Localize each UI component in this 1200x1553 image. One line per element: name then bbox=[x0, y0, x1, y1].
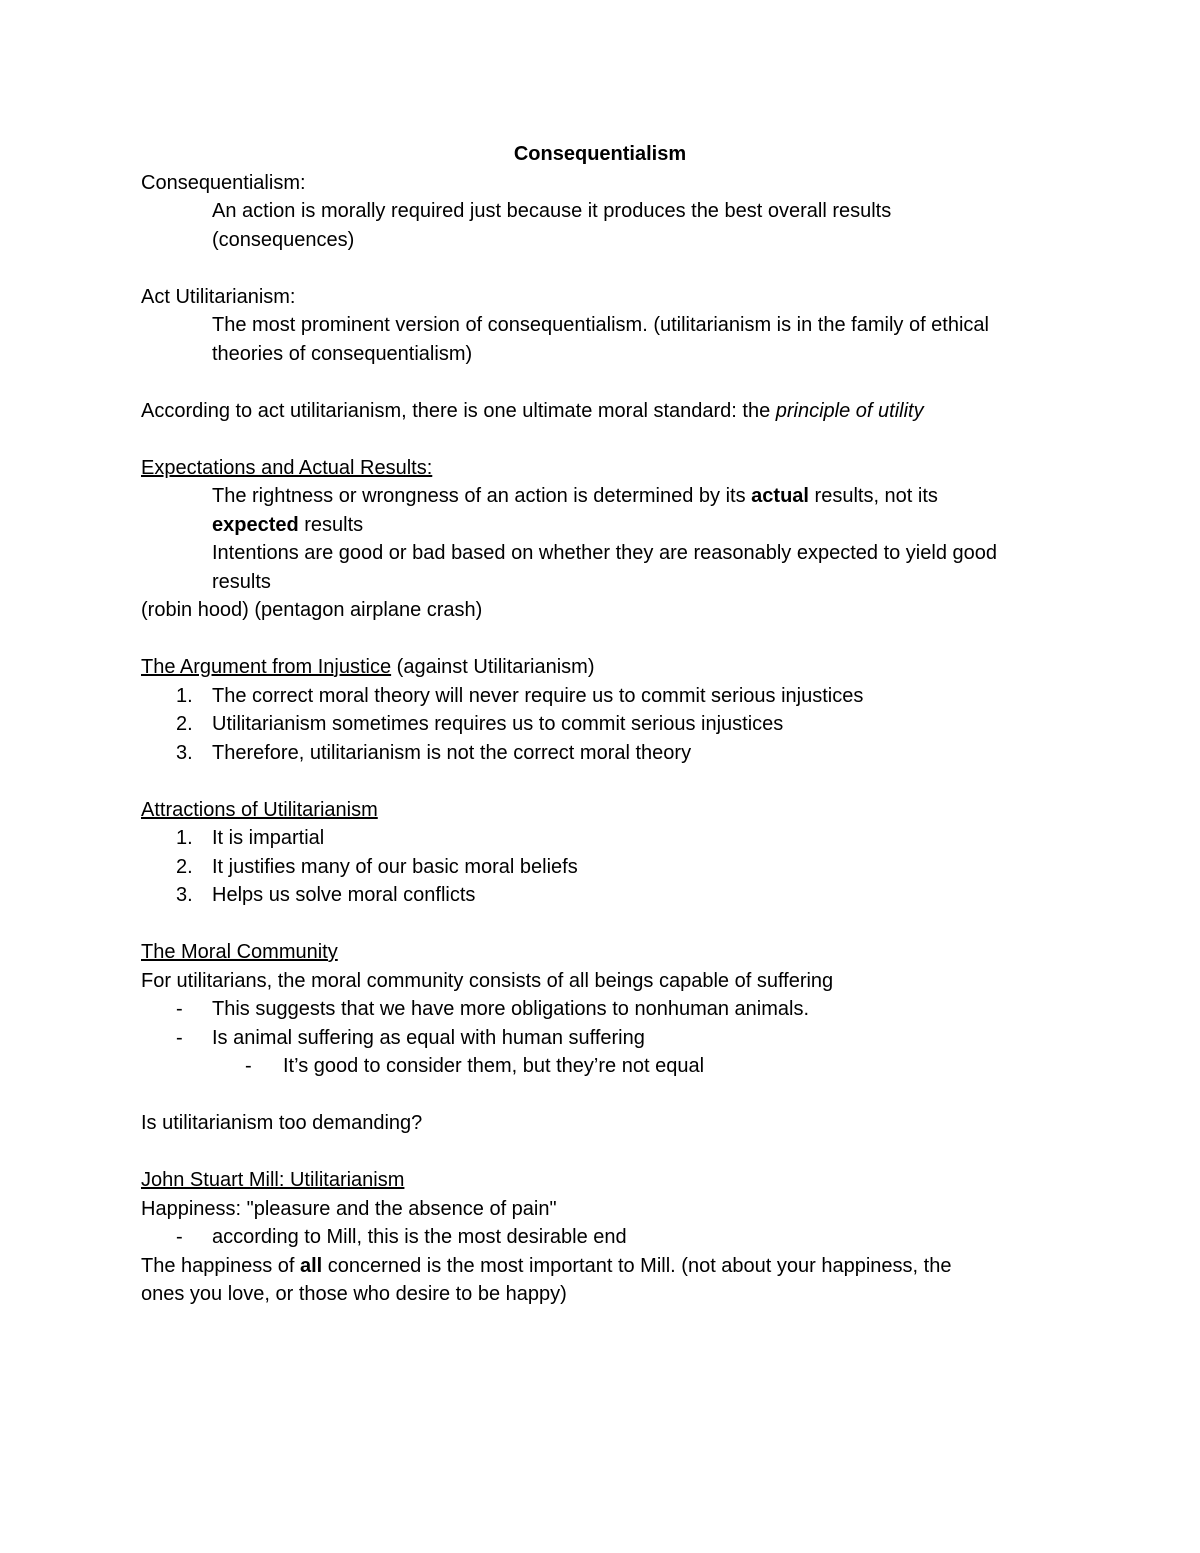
list-marker: 2. bbox=[176, 713, 193, 735]
list-marker: 3. bbox=[176, 884, 193, 906]
principle-of-utility-emphasis: principle of utility bbox=[775, 399, 924, 422]
consequentialism-heading: Consequentialism: bbox=[141, 171, 306, 194]
rightness-line-2 bbox=[141, 511, 1071, 540]
rightness-line-1 bbox=[141, 482, 1071, 511]
spacer bbox=[141, 767, 1071, 796]
list-item-text: It is impartial bbox=[212, 827, 325, 849]
principle-of-utility-sentence bbox=[141, 397, 1071, 426]
mill-text-b: concerned is the most important to Mill. (not about your happiness, the bbox=[322, 1254, 952, 1277]
intentions-line-2: results bbox=[212, 570, 271, 593]
list-item bbox=[141, 682, 1071, 711]
list-item bbox=[141, 739, 1071, 768]
list-item bbox=[141, 710, 1071, 739]
expected-bold: expected bbox=[212, 513, 299, 536]
expected-tail: results bbox=[298, 513, 364, 536]
list-item-text: It justifies many of our basic moral beliefs bbox=[212, 855, 578, 878]
list-item bbox=[141, 1024, 1071, 1053]
document-body bbox=[141, 140, 1071, 1309]
spacer bbox=[141, 425, 1071, 454]
rightness-tail: results, not its bbox=[808, 485, 938, 507]
title-row bbox=[141, 140, 1071, 169]
list-item bbox=[141, 881, 1071, 910]
list-marker: - bbox=[245, 1055, 252, 1077]
list-item bbox=[141, 995, 1071, 1024]
moral-community-intro: For utilitarians, the moral community consists of all beings capable of suffering bbox=[141, 969, 834, 992]
document-title: Consequentialism bbox=[513, 143, 687, 165]
injustice-heading: The Argument from Injustice bbox=[141, 656, 392, 678]
moral-community-heading: The Moral Community bbox=[141, 941, 338, 963]
list-marker: - bbox=[176, 1026, 183, 1049]
list-marker: 2. bbox=[176, 855, 193, 878]
list-marker: 3. bbox=[176, 741, 193, 764]
list-marker: - bbox=[176, 1226, 183, 1248]
injustice-heading-tail: (against Utilitarianism) bbox=[391, 656, 595, 678]
act-utilitarianism-heading: Act Utilitarianism: bbox=[141, 285, 296, 308]
list-item-text: Helps us solve moral conflicts bbox=[212, 884, 476, 906]
list-item bbox=[141, 853, 1071, 882]
consequentialism-definition-line-2: (consequences) bbox=[212, 228, 355, 251]
act-utilitarianism-definition-line-2: theories of consequentialism) bbox=[212, 342, 473, 365]
actual-bold: actual bbox=[751, 485, 809, 507]
attractions-heading: Attractions of Utilitarianism bbox=[141, 798, 378, 821]
examples-line: (robin hood) (pentagon airplane crash) bbox=[141, 599, 483, 621]
list-item-text: The correct moral theory will never require us to commit serious injustices bbox=[212, 684, 864, 707]
list-item-text: It’s good to consider them, but they’re not equal bbox=[283, 1055, 705, 1077]
act-utilitarianism-definition-line-1: The most prominent version of consequentialism. (utilitarianism is in the family of ethical bbox=[212, 314, 989, 336]
spacer bbox=[141, 368, 1071, 397]
spacer bbox=[141, 1138, 1071, 1167]
principle-sentence-text: According to act utilitarianism, there is one ultimate moral standard: the bbox=[141, 399, 776, 422]
list-item bbox=[141, 1223, 1071, 1252]
list-item-text: according to Mill, this is the most desirable end bbox=[212, 1226, 627, 1248]
mill-happiness-line-1 bbox=[141, 1252, 1071, 1281]
list-item-text: Therefore, utilitarianism is not the correct moral theory bbox=[212, 741, 692, 764]
list-marker: 1. bbox=[176, 827, 193, 849]
sub-list-item bbox=[141, 1052, 1071, 1081]
happiness-definition: Happiness: "pleasure and the absence of pain" bbox=[141, 1197, 557, 1220]
rightness-text: The rightness or wrongness of an action is determined by its bbox=[212, 485, 752, 507]
demanding-question: Is utilitarianism too demanding? bbox=[141, 1112, 423, 1134]
consequentialism-definition-line-1: An action is morally required just because it produces the best overall results bbox=[212, 200, 892, 222]
list-item-text: This suggests that we have more obligations to nonhuman animals. bbox=[212, 998, 810, 1020]
spacer bbox=[141, 254, 1071, 283]
mill-heading: John Stuart Mill: Utilitarianism bbox=[141, 1169, 405, 1191]
list-item bbox=[141, 824, 1071, 853]
list-marker: 1. bbox=[176, 684, 193, 707]
intentions-line-1: Intentions are good or bad based on whether they are reasonably expected to yield good bbox=[212, 542, 997, 564]
list-marker: - bbox=[176, 998, 183, 1020]
injustice-heading-line bbox=[141, 653, 1071, 682]
spacer bbox=[141, 910, 1071, 939]
spacer bbox=[141, 625, 1071, 654]
all-bold: all bbox=[300, 1254, 323, 1277]
mill-text-a: The happiness of bbox=[141, 1254, 300, 1277]
expectations-heading: Expectations and Actual Results: bbox=[141, 456, 433, 479]
mill-happiness-line-2: ones you love, or those who desire to be happy) bbox=[141, 1283, 567, 1305]
spacer bbox=[141, 1081, 1071, 1110]
list-item-text: Utilitarianism sometimes requires us to commit serious injustices bbox=[212, 713, 784, 735]
list-item-text: Is animal suffering as equal with human suffering bbox=[212, 1026, 645, 1049]
